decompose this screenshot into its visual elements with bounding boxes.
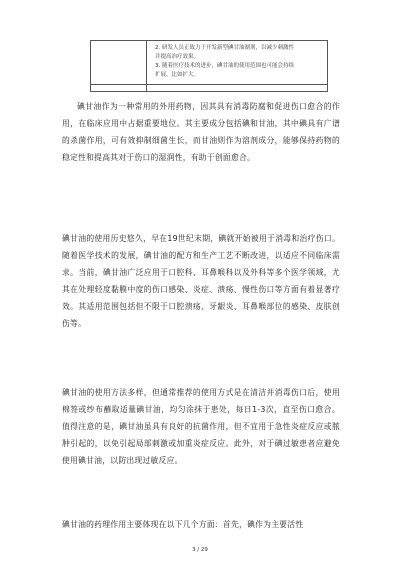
paragraph-text: 碘甘油的药理作用主要体现在以下几个方面：首先，碘作为主要活性 xyxy=(62,520,304,529)
paragraph-text: 碘甘油的使用方法多样，但通常推荐的使用方式是在清洁并消毒伤口后，使用棉签或纱布蘸取适量碘甘油，均匀涂抹于患处，每日1-3次，直至伤口愈合。值得注意的是，碘甘油虽具有良好的抗菌作用，但不宜用于急性炎症反应或脓肿引起的，以免引起局部刺激或加重炎症反应。此外，对于碘过敏患者应避免使用碘甘油，以防出现过敏反应。 xyxy=(62,388,340,465)
table-line-3: 3. 随着医疗技术的进步，碘甘油的使用范围也可能会持续 xyxy=(155,63,294,69)
paragraph-text: 碘甘油作为一种常用的外用药物，因其具有消毒防腐和促进伤口愈合的作用，在临床应用中占据重要地位。其主要成分包括碘和甘油，其中碘具有广谱的杀菌作用，可有效抑制细菌生长，而甘油则作为溶剂成分，能够保持药物的稳定性和提高其对于伤口的湿润性，有助于创面愈合。 xyxy=(62,102,340,162)
table-line-4: 扩展，比如扩大。 xyxy=(155,72,200,78)
page-number: 3 / 29 xyxy=(192,547,208,553)
paragraph-usage xyxy=(62,384,340,469)
table-line-2: 并提高治疗效果。 xyxy=(155,54,200,60)
table-row-divider xyxy=(91,84,327,85)
table-cell-content xyxy=(155,44,325,80)
info-table xyxy=(90,40,328,92)
paragraph-pharmacology xyxy=(62,516,340,533)
paragraph-history xyxy=(62,230,340,332)
paragraph-text: 碘甘油的使用历史悠久，早在19世纪末期，碘就开始被用于消毒和治疗伤口。随着医学技术的发展，碘甘油的配方和生产工艺不断改进，以适应不同临床需求。当前，碘甘油广泛应用于口腔科、耳鼻喉科以及外科等多个医学领域，尤其在处理轻度黏膜中度的伤口感染、炎症、溃疡、慢性伤口等方面有着显著疗效。其适用范围包括但不限于口腔溃疡、牙龈炎、耳鼻喉部位的感染、皮肤创伤等。 xyxy=(62,234,340,328)
table-line-1: 2. 研发人员正致力于开发新型碘甘油制剂，以减少刺激性 xyxy=(155,45,294,51)
paragraph-intro xyxy=(62,98,340,166)
